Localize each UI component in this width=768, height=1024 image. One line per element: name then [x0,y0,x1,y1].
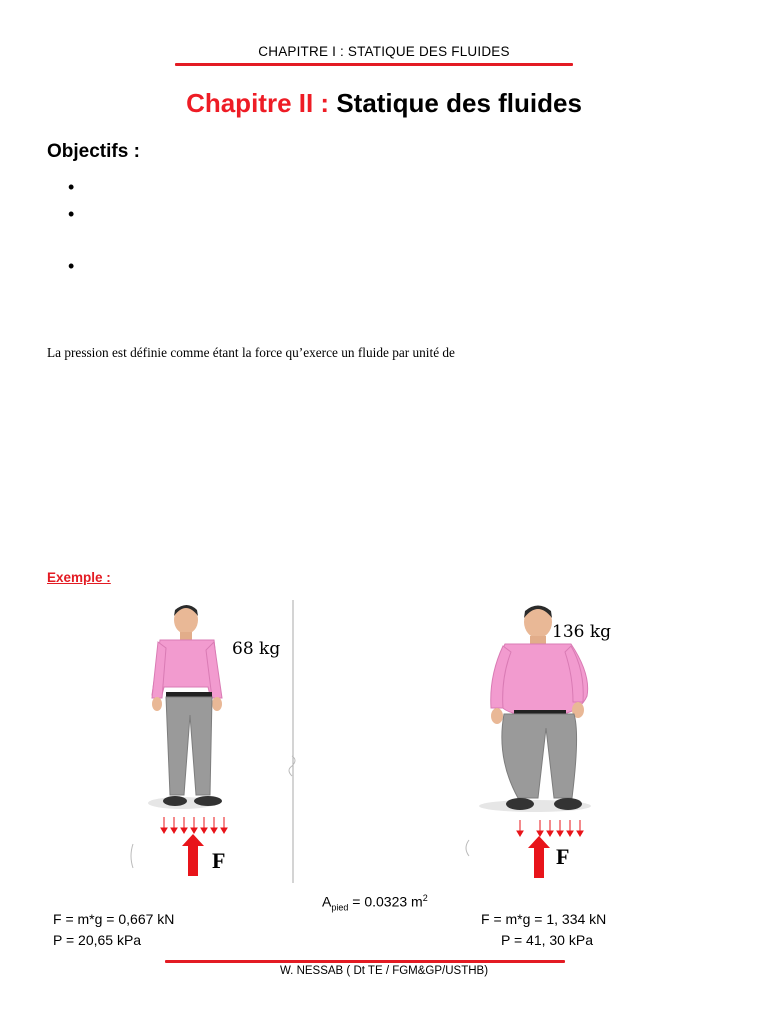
left-pressure-calc: P = 20,65 kPa [53,932,142,948]
header-rule [175,63,573,66]
chapter-number: Chapitre II : [186,88,330,118]
pressure-figure [120,598,640,888]
left-force-calc: F = m*g = 0,667 kN [53,911,175,927]
slim-pressure-arrows [161,817,227,833]
footer-rule [165,960,565,963]
bullet-1: • [68,177,75,197]
right-pressure-calc: P = 41, 30 kPa [501,932,593,948]
chapter-title [0,88,768,119]
exemple-label: Exemple : [47,570,111,585]
bullet-3: • [68,256,75,276]
slim-person-mass: 68 kg [232,639,281,659]
heavy-force-label: F [556,844,570,869]
chapter-name: Statique des fluides [336,88,582,118]
bullet-2: • [68,204,75,224]
objectifs-heading: Objectifs : [47,141,140,162]
pressure-definition: La pression est définie comme étant la force qu’exerce un fluide par unité de [47,345,455,360]
right-force-calc: F = m*g = 1, 334 kN [481,911,607,927]
heavy-pressure-arrows [517,820,583,836]
heavy-force-arrow [528,836,550,878]
page-header: CHAPITRE I : STATIQUE DES FLUIDES [258,44,510,59]
slim-person-illustration [148,605,222,809]
foot-area: $A_{pied} = 0.0323$ $m^2$ [322,893,428,913]
divider-squiggle [289,756,295,776]
heavy-person-mass: 136 kg [552,622,612,642]
slim-force-label: F [212,848,226,873]
slim-force-arrow [182,834,204,876]
page-footer: W. NESSAB ( Dt TE / FGM&GP/USTHB) [279,965,489,977]
